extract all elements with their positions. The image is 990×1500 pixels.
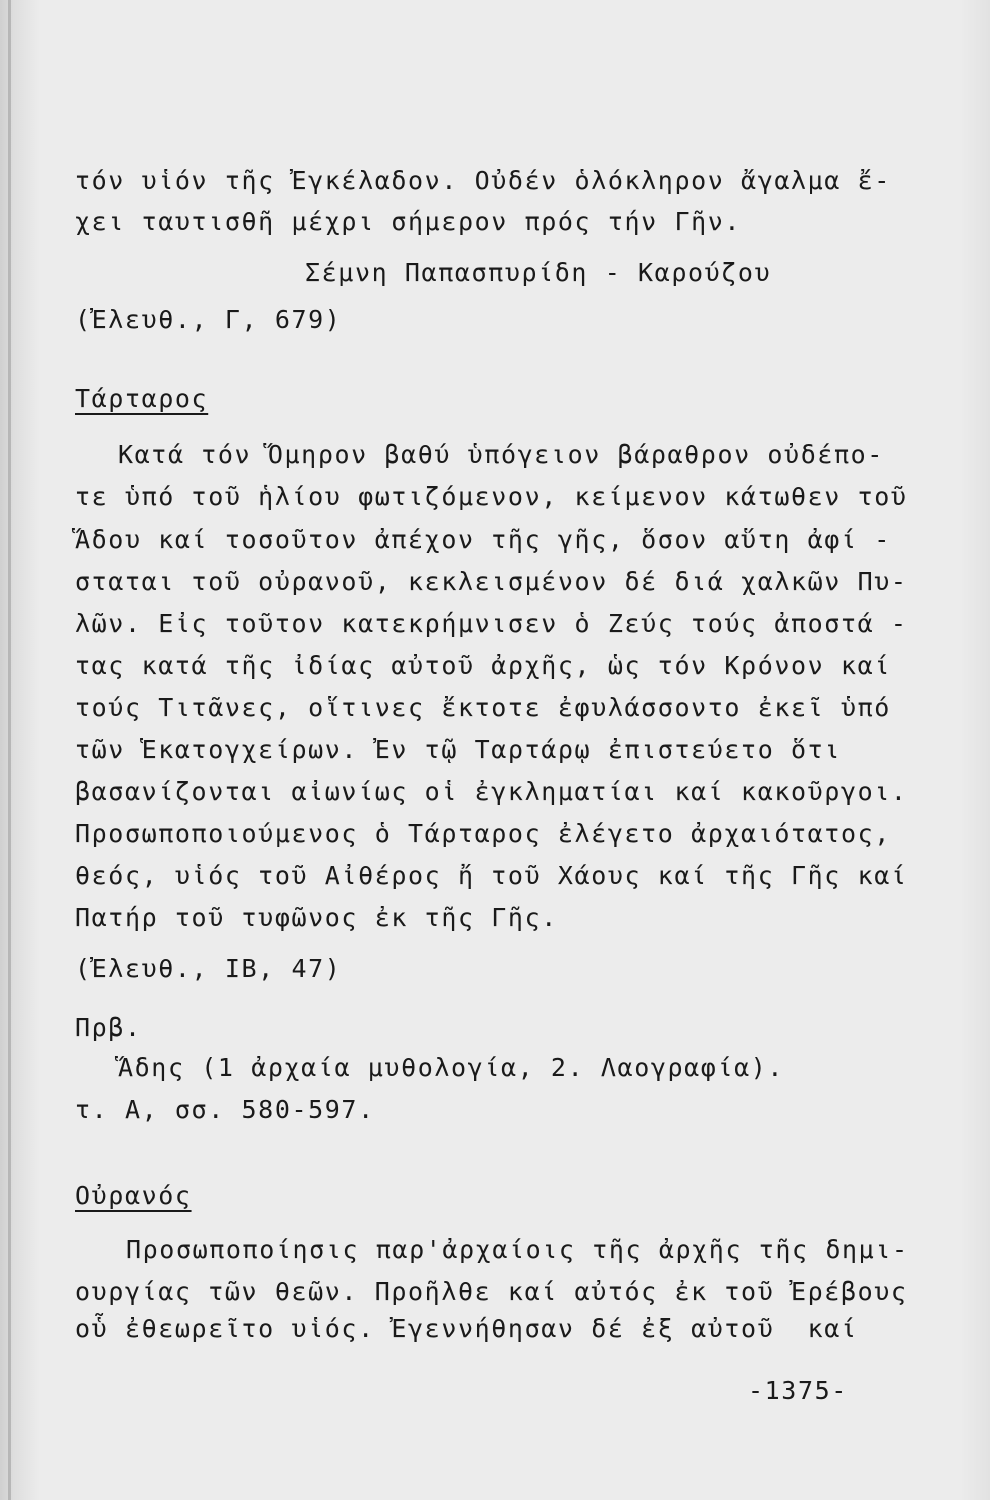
text-line: Ἅδου καί τοσοῦτον ἀπέχον τῆς γῆς, ὅσον αὕτη ἀφί -: [75, 525, 891, 554]
text-line: χει ταυτισθῆ μέχρι σήμερον πρός τήν Γῆν.: [75, 207, 742, 236]
text-line: οὗ ἐθεωρεῖτο υἱός. Ἐγεννήθησαν δέ ἐξ αὐτοῦ καί: [75, 1314, 858, 1343]
text-line: ουργίας τῶν θεῶν. Προῆλθε καί αὐτός ἐκ τοῦ Ἐρέβους: [75, 1277, 908, 1306]
see-also-label: Πρβ.: [75, 1013, 142, 1042]
see-also-line: τ. Α, σσ. 580-597.: [75, 1095, 375, 1124]
binding-edge: [8, 0, 11, 1500]
text-line: τε ὑπό τοῦ ἡλίου φωτιζόμενον, κείμενον κάτωθεν τοῦ: [75, 482, 908, 511]
text-line: Πατήρ τοῦ τυφῶνος ἐκ τῆς Γῆς.: [75, 903, 558, 932]
source-citation: (Ἐλευθ., ΙΒ, 47): [75, 954, 342, 983]
text-line: τούς Τιτᾶνες, οἵτινες ἔκτοτε ἐφυλάσσοντο ἐκεῖ ὑπό: [75, 693, 891, 722]
text-line: τῶν Ἑκατογχείρων. Ἐν τῷ Ταρτάρῳ ἐπιστεύετο ὅτι: [75, 735, 841, 764]
text-line: λῶν. Εἰς τοῦτον κατεκρήμνισεν ὁ Ζεύς τούς ἀποστά -: [75, 609, 908, 638]
text-line: Κατά τόν Ὅμηρον βαθύ ὑπόγειον βάραθρον οὐδέπο-: [118, 440, 884, 469]
page-number: -1375-: [748, 1376, 848, 1405]
text-line: τας κατά τῆς ἰδίας αὐτοῦ ἀρχῆς, ὡς τόν Κρόνον καί: [75, 651, 891, 680]
entry-heading-ouranos: Οὐρανός: [75, 1181, 192, 1210]
text-line: Προσωποποίησις παρ'ἀρχαίοις τῆς ἀρχῆς τῆς δημι-: [126, 1235, 909, 1264]
see-also-line: Ἅδης (1 ἀρχαία μυθολογία, 2. Λαογραφία).: [118, 1053, 785, 1082]
source-citation: (Ἐλευθ., Γ, 679): [75, 305, 342, 334]
text-line: Προσωποποιούμενος ὁ Τάρταρος ἐλέγετο ἀρχαιότατος,: [75, 819, 891, 848]
author-line: Σέμνη Παπασπυρίδη - Καρούζου: [305, 258, 772, 287]
text-line: θεός, υἱός τοῦ Αἰθέρος ἤ τοῦ Χάους καί τῆς Γῆς καί: [75, 861, 908, 890]
text-line: βασανίζονται αἰωνίως οἱ ἐγκληματίαι καί κακοῦργοι.: [75, 777, 908, 806]
entry-heading-tartaros: Τάρταρος: [75, 384, 209, 413]
text-line: τόν υἱόν τῆς Ἐγκέλαδον. Οὐδέν ὁλόκληρον ἄγαλμα ἔ-: [75, 166, 891, 195]
text-line: σταται τοῦ οὐρανοῦ, κεκλεισμένον δέ διά χαλκῶν Πυ-: [75, 567, 908, 596]
